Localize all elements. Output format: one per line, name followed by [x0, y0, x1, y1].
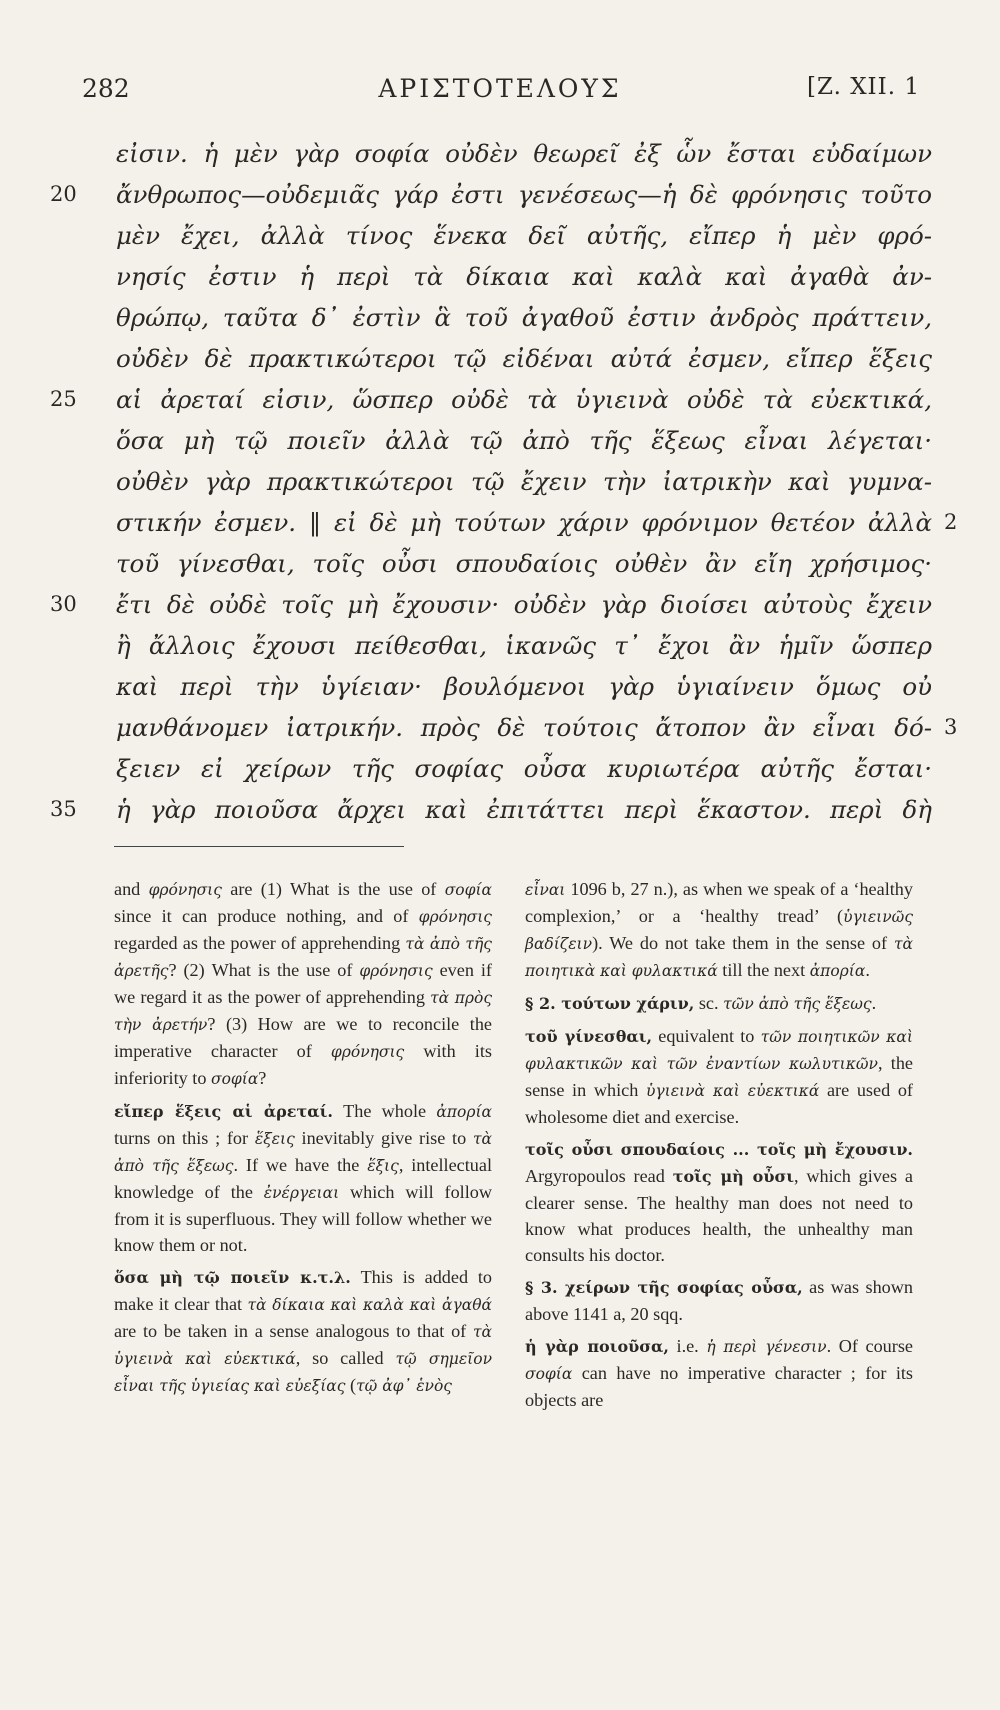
commentary-paragraph	[525, 990, 913, 1017]
lemma: τοῦ γίνεσθαι,	[525, 1027, 653, 1046]
commentary-text: and	[114, 879, 149, 899]
commentary-text: since it can produce nothing, and of	[114, 906, 419, 926]
commentary-text: till the next	[717, 960, 810, 980]
page-header	[0, 74, 1000, 114]
commentary-text: even if we regard it as the power of apprehending	[114, 960, 492, 1007]
lemma: τοῖς μὴ οὖσι	[672, 1167, 794, 1186]
greek-term: τὰ δίκαια καὶ καλὰ καὶ ἀγαθά	[247, 1296, 493, 1314]
text-line	[0, 215, 1000, 256]
greek-line-text: ἢ ἄλλοις ἔχουσι πείθεσθαι, ἱκανῶς τ᾽ ἔχοι ἂν ἡμῖν ὥσπερ	[116, 631, 932, 660]
commentary-text: ). We do not take them in the sense of	[592, 933, 894, 953]
text-line	[0, 133, 1000, 174]
greek-term: σοφία	[444, 881, 492, 899]
commentary-paragraph	[525, 1023, 913, 1130]
commentary-text: inevitably give rise to	[294, 1128, 473, 1148]
lemma: § 2. τούτων χάριν,	[525, 994, 695, 1013]
text-line	[0, 174, 1000, 215]
commentary-text: are used of wholesome diet and exercise.	[525, 1080, 913, 1127]
text-line	[0, 584, 1000, 625]
commentary-text: (	[345, 1375, 357, 1395]
commentary-text: The whole	[332, 1101, 437, 1121]
lemma: ἡ γὰρ ποιοῦσα,	[525, 1337, 669, 1356]
line-number: 30	[50, 592, 77, 616]
line-number: 25	[50, 387, 77, 411]
greek-line-text: στικήν ἐσμεν. ‖ εἰ δὲ μὴ τούτων χάριν φρόνιμον θετέον ἀλλὰ	[116, 508, 932, 537]
text-line	[0, 666, 1000, 707]
greek-line-text: οὐθὲν γὰρ πρακτικώτεροι τῷ ἔχειν τὴν ἰατρικὴν καὶ γυμνα-	[116, 467, 932, 496]
commentary-paragraph	[525, 1333, 913, 1413]
greek-term: τὰ ἀπὸ τῆς ἀρετῆς	[114, 935, 492, 980]
footnote-rule	[114, 846, 404, 847]
greek-line-text: τοῦ γίνεσθαι, τοῖς οὖσι σπουδαίοις οὐθὲν ἂν εἴη χρήσιμος·	[116, 549, 932, 578]
text-line	[0, 543, 1000, 584]
section-marker: 2	[944, 510, 958, 534]
greek-line-text: ξειεν εἰ χείρων τῆς σοφίας οὖσα κυριωτέρα αὐτῆς ἔσται·	[116, 754, 932, 783]
line-number: 20	[50, 182, 77, 206]
commentary-paragraph	[114, 876, 492, 1092]
commentary-paragraph	[525, 876, 913, 984]
greek-line-text: καὶ περὶ τὴν ὑγίειαν· βουλόμενοι γὰρ ὑγιαίνειν ὅμως οὐ	[116, 672, 932, 701]
text-line	[0, 420, 1000, 461]
greek-term: σοφία	[210, 1070, 259, 1088]
commentary-paragraph	[114, 1098, 492, 1258]
commentary-text: , which gives a clearer sense. The healthy man does not need to know what produces health, the unhealthy man consults his doctor.	[525, 1166, 913, 1265]
greek-term: τῷ σημεῖον εἶναι τῆς ὑγιείας καὶ εὐεξίας	[114, 1350, 493, 1395]
greek-line-text: ἄνθρωπος—οὐδεμιᾶς γάρ ἐστι γενέσεως—ἡ δὲ φρόνησις τοῦτο	[116, 180, 932, 209]
commentary-text: 1096 b, 27 n.), as when we speak of a ‘healthy complexion,’ or a ‘healthy tread’ (	[525, 879, 913, 926]
greek-term: τῶν ποιητικῶν καὶ φυλακτικῶν καὶ τῶν ἐναντίων κωλυτικῶν	[525, 1028, 913, 1073]
commentary-text: equivalent to	[652, 1026, 761, 1046]
greek-line-text: εἰσιν. ἡ μὲν γὰρ σοφία οὐδὲν θεωρεῖ ἐξ ὧν ἔσται εὐδαίμων	[116, 139, 932, 168]
greek-term: ἀπορία	[436, 1103, 492, 1121]
greek-line-text: ἔτι δὲ οὐδὲ τοῖς μὴ ἔχουσιν· οὐδὲν γὰρ διοίσει αὐτοὺς ἔχειν	[116, 590, 932, 619]
running-title: ΑΡΙΣΤΟΤΕΛΟΥΣ	[378, 74, 622, 103]
commentary-text: ?	[258, 1068, 267, 1088]
text-line	[0, 338, 1000, 379]
commentary-text: , so called	[295, 1348, 396, 1368]
text-line	[0, 789, 1000, 830]
section-marker: 3	[944, 715, 958, 739]
greek-term: τὰ ποιητικὰ καὶ φυλακτικά	[525, 935, 913, 980]
commentary-left-column	[114, 876, 492, 1405]
greek-term: ἕξις	[367, 1157, 399, 1175]
line-number: 35	[50, 797, 77, 821]
greek-term: ὑγιεινὰ καὶ εὐεκτικά	[645, 1082, 820, 1100]
commentary-text: . If we have the	[233, 1155, 368, 1175]
greek-term: φρόνησις	[148, 881, 222, 899]
text-line	[0, 625, 1000, 666]
text-line	[0, 502, 1000, 543]
commentary-text: . Of course	[826, 1336, 913, 1356]
commentary-text: turns on this ; for	[114, 1128, 255, 1148]
greek-line-text: αἱ ἀρεταί εἰσιν, ὥσπερ οὐδὲ τὰ ὑγιεινὰ οὐδὲ τὰ εὐεκτικά,	[116, 385, 932, 414]
text-line	[0, 748, 1000, 789]
commentary-text: which will follow from it is superfluous. They will follow whether we know them or not.	[114, 1182, 492, 1255]
text-line	[0, 707, 1000, 748]
greek-term: ἐνέργειαι	[263, 1184, 340, 1202]
greek-term: ἡ περὶ γένεσιν	[706, 1338, 827, 1356]
greek-term: σοφία	[525, 1365, 573, 1383]
page-number: 282	[82, 74, 130, 103]
greek-term: εἶναι	[525, 881, 566, 899]
greek-line-text: οὐδὲν δὲ πρακτικώτεροι τῷ εἰδέναι αὐτά ἐσμεν, εἴπερ ἕξεις	[116, 344, 932, 373]
commentary-text: are (1) What is the use of	[221, 879, 445, 899]
greek-term: ἕξεις	[254, 1130, 295, 1148]
lemma: § 3. χείρων τῆς σοφίας οὖσα,	[525, 1278, 803, 1297]
greek-term: φρόνησις	[418, 908, 492, 926]
greek-term: τῶν ἀπὸ τῆς ἕξεως	[723, 995, 872, 1013]
commentary-text: .	[871, 993, 877, 1013]
greek-term: φρόνησις	[359, 962, 433, 980]
commentary-text: ? (2) What is the use of	[168, 960, 360, 980]
commentary-text: i.e.	[668, 1336, 707, 1356]
lemma: ὅσα μὴ τῷ ποιεῖν κ.τ.λ.	[114, 1268, 351, 1287]
greek-term: ὑγιεινῶς βαδίζειν	[525, 908, 913, 953]
greek-main-text	[0, 133, 1000, 830]
commentary-text: .	[865, 960, 870, 980]
greek-line-text: νησίς ἐστιν ἡ περὶ τὰ δίκαια καὶ καλὰ καὶ ἀγαθὰ ἀν-	[116, 262, 932, 291]
commentary-text: can have no imperative character ; for its objects are	[525, 1363, 913, 1410]
commentary-text: ? (3) How are we to reconcile the imperative character of	[114, 1014, 492, 1061]
commentary-text: , intellectual knowledge of the	[114, 1155, 493, 1202]
greek-line-text: ὅσα μὴ τῷ ποιεῖν ἀλλὰ τῷ ἀπὸ τῆς ἕξεως εἶναι λέγεται·	[116, 426, 932, 455]
commentary-text: with its inferiority to	[114, 1041, 492, 1088]
lemma: εἴπερ ἕξεις αἱ ἀρεταί.	[114, 1102, 333, 1121]
text-line	[0, 461, 1000, 502]
commentary-text: regarded as the power of apprehending	[114, 933, 406, 953]
commentary-text: as was shown above 1141 a, 20 sqq.	[525, 1277, 913, 1324]
section-reference: [Z. XII. 1	[807, 74, 920, 100]
greek-term: ἀπορία	[809, 962, 866, 980]
greek-line-text: μανθάνομεν ἰατρικήν. πρὸς δὲ τούτοις ἄτοπον ἂν εἶναι δό-	[116, 713, 932, 742]
commentary-text: This is added to make it clear that	[114, 1267, 492, 1314]
greek-term: τῷ ἀφ᾽ ἑνὸς	[356, 1377, 452, 1395]
lemma: τοῖς οὖσι σπουδαίοις ... τοῖς μὴ ἔχουσιν.	[525, 1140, 913, 1159]
commentary-text: sc.	[694, 993, 724, 1013]
commentary-text: are to be taken in a sense analogous to that of	[114, 1321, 473, 1341]
text-line	[0, 256, 1000, 297]
greek-line-text: ἡ γὰρ ποιοῦσα ἄρχει καὶ ἐπιτάττει περὶ ἕκαστον. περὶ δὴ	[116, 795, 932, 824]
commentary-paragraph	[525, 1274, 913, 1327]
commentary-text: Argyropoulos read	[525, 1166, 673, 1186]
greek-term: φρόνησις	[330, 1043, 405, 1061]
commentary-paragraph	[114, 1264, 492, 1399]
greek-term: τὰ πρὸς τὴν ἀρετήν	[114, 989, 492, 1034]
commentary-text: , the sense in which	[525, 1053, 913, 1100]
greek-term: τὰ ἀπὸ τῆς ἕξεως	[114, 1130, 492, 1175]
commentary-paragraph	[525, 1136, 913, 1268]
commentary-right-column	[525, 876, 913, 1419]
greek-line-text: θρώπῳ, ταῦτα δ᾽ ἐστὶν ἃ τοῦ ἀγαθοῦ ἐστιν ἀνδρὸς πράττειν,	[116, 303, 932, 332]
text-line	[0, 297, 1000, 338]
text-line	[0, 379, 1000, 420]
greek-line-text: μὲν ἔχει, ἀλλὰ τίνος ἕνεκα δεῖ αὐτῆς, εἴπερ ἡ μὲν φρό-	[116, 221, 932, 250]
greek-term: τὰ ὑγιεινὰ καὶ εὐεκτικά	[114, 1323, 492, 1368]
